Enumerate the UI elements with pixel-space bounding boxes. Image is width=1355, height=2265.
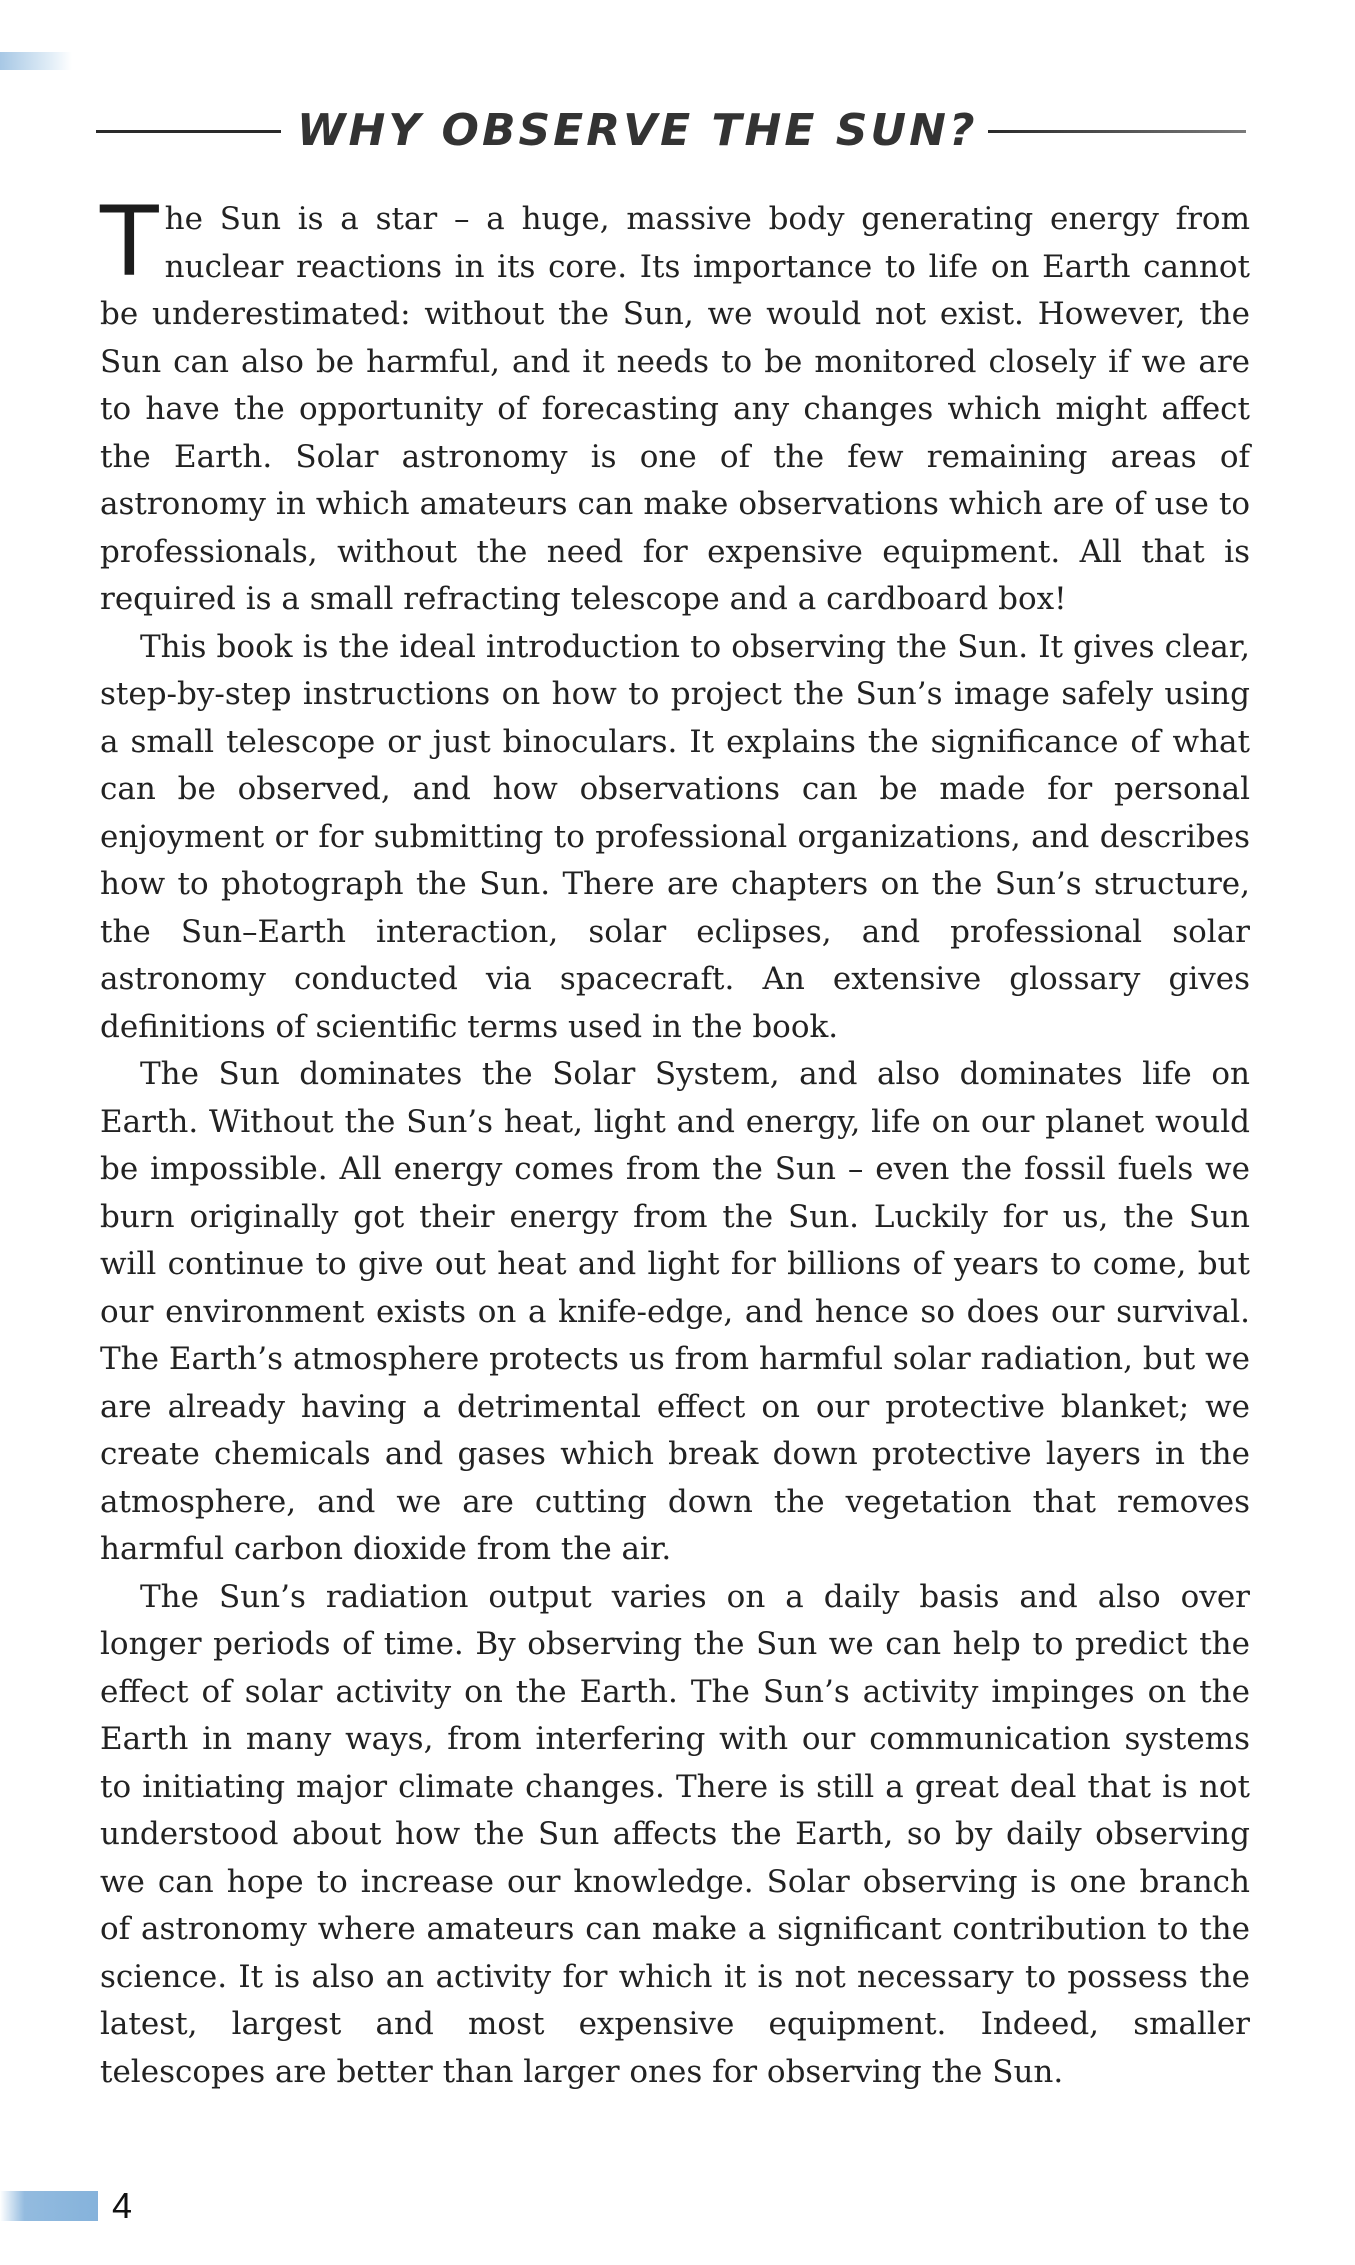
- page-title: WHY OBSERVE THE SUN?: [297, 105, 978, 156]
- paragraph-3: The Sun dominates the Solar System, and also dominates life on Earth. Without the Sun’s heat, light and energy, life on our planet would be impossible. All energy comes from the Sun – even the fossil fuels we burn originally got their energy from the Sun. Luckily for us, the Sun will continue to give out heat and light for billions of years to come, but our environment exists on a knife-edge, and hence so does our survival. The Earth’s atmosphere protects us from harmful solar radiation, but we are already having a detrimental effect on our protective blanket; we create chemicals and gases which break down protective layers in the atmosphere, and we are cutting down the vegetation that removes harmful carbon dioxide from the air.: [100, 1056, 1250, 1567]
- paragraph-1-text: he Sun is a star – a huge, massive body generating energy from nuclear reactions in its core. Its importance to life on Earth cannot be underestimated: without the Sun, we would not exist. However, the Sun can also be harmful, and it needs to be monitored closely if we are to have the opportunity of forecasting any changes which might affect the Earth. Solar astronomy is one of the few remaining areas of astronomy in which amateurs can make observations which are of use to professionals, without the need for expensive equipment. All that is required is a small refracting telescope and a cardboard box!: [100, 201, 1250, 617]
- page-footer: [0, 2186, 132, 2226]
- heading-rule-right: [988, 130, 1246, 133]
- paragraph-1: [100, 186, 1250, 624]
- corner-decoration: [0, 52, 72, 70]
- section-heading: [96, 96, 1256, 166]
- heading-rule-left: [96, 130, 281, 133]
- paragraph-2: This book is the ideal introduction to observing the Sun. It gives clear, step-by-step instructions on how to project the Sun’s image safely using a small telescope or just binoculars. It explains the significance of what can be observed, and how observations can be made for personal enjoyment or for submitting to professional organizations, and describes how to photograph the Sun. There are chapters on the Sun’s structure, the Sun–Earth interaction, solar eclipses, and professional solar astronomy conducted via spacecraft. An extensive glossary gives definitions of scientific terms used in the book.: [100, 628, 1250, 1045]
- body-text: [100, 186, 1250, 2096]
- page-number: 4: [112, 2185, 133, 2226]
- paragraph-4: The Sun’s radiation output varies on a daily basis and also over longer periods of time. By observing the Sun we can help to predict the effect of solar activity on the Earth. The Sun’s activity impinges on the Earth in many ways, from interfering with our communication systems to initiating major climate changes. There is still a great deal that is not understood about how the Sun affects the Earth, so by daily observing we can hope to increase our knowledge. Solar observing is one branch of astronomy where amateurs can make a significant contribution to the science. It is also an activity for which it is not necessary to possess the latest, largest and most expensive equipment. Indeed, smaller telescopes are better than larger ones for observing the Sun.: [100, 1578, 1250, 2090]
- drop-cap: T: [100, 186, 159, 298]
- folio-decoration: [0, 2191, 98, 2221]
